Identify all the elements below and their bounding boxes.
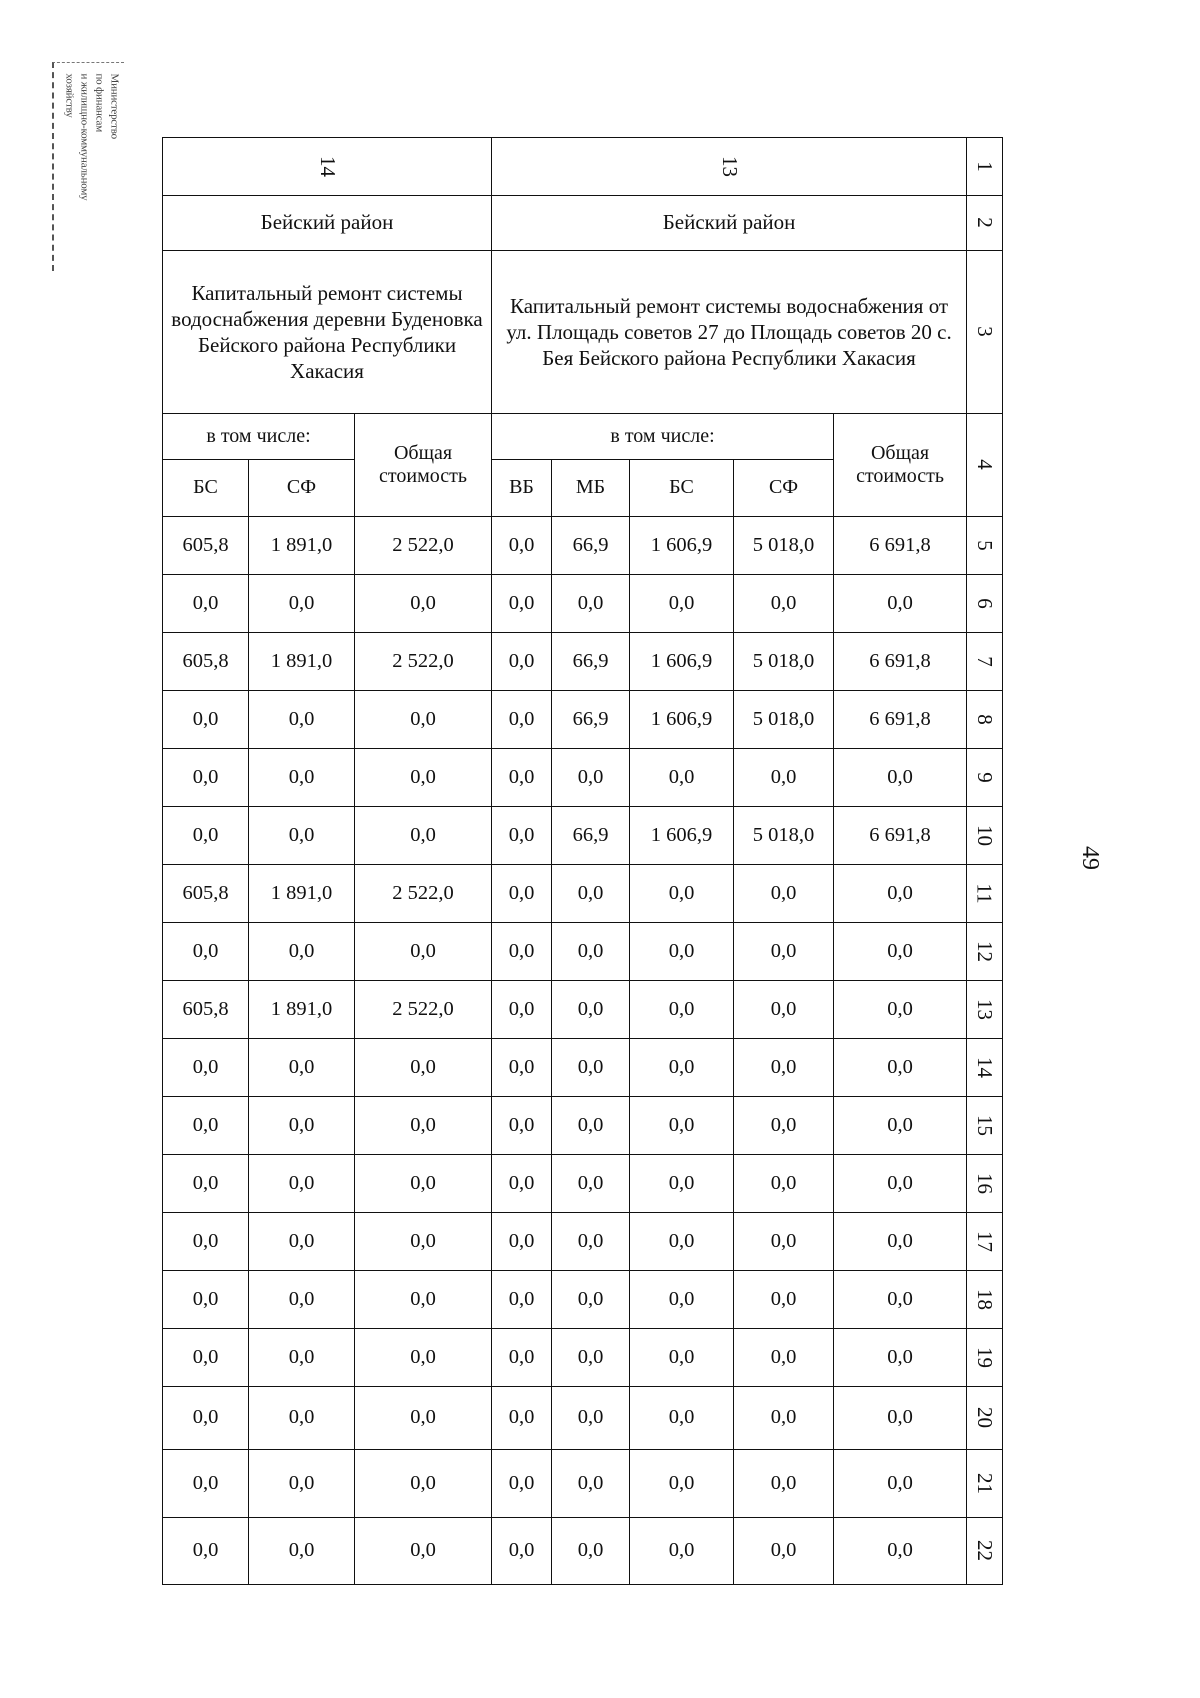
value-cell: 6 691,8 <box>834 690 967 748</box>
object-number: 14 <box>315 156 340 177</box>
value-cell: 605,8 <box>163 980 249 1038</box>
table-row <box>163 1096 1003 1154</box>
description-cell: Капитальный ремонт системы водоснабжения деревни Буденовка Бейского района Республики Хакасия <box>163 250 492 413</box>
index-cell <box>967 1038 1003 1096</box>
value-cell: 0,0 <box>163 1328 249 1386</box>
page-number: 49 <box>1077 846 1103 870</box>
value-cell: 0,0 <box>734 574 834 632</box>
value-cell: 66,9 <box>552 690 630 748</box>
index-number: 1 <box>973 161 998 172</box>
value-cell: 0,0 <box>355 922 492 980</box>
table-row <box>163 1449 1003 1517</box>
value-cell: 0,0 <box>552 1270 630 1328</box>
value-cell: 0,0 <box>630 1328 734 1386</box>
table-row <box>163 806 1003 864</box>
value-cell: 0,0 <box>163 1154 249 1212</box>
value-cell: 0,0 <box>163 806 249 864</box>
value-cell: 0,0 <box>734 1154 834 1212</box>
value-cell: 0,0 <box>355 1270 492 1328</box>
value-cell: 5 018,0 <box>734 806 834 864</box>
value-cell: 0,0 <box>630 574 734 632</box>
district-cell: Бейский район <box>163 196 492 251</box>
index-number: 19 <box>973 1346 998 1368</box>
header-row-district <box>163 196 1003 251</box>
index-cell <box>967 690 1003 748</box>
header-row-description <box>163 250 1003 413</box>
subcolumn-header: СФ <box>249 459 355 516</box>
value-cell: 0,0 <box>355 1328 492 1386</box>
value-cell: 0,0 <box>355 806 492 864</box>
value-cell: 0,0 <box>355 1154 492 1212</box>
value-cell: 0,0 <box>492 980 552 1038</box>
in-that-number-cell: в том числе: <box>492 413 834 459</box>
object-number-cell <box>492 138 967 196</box>
value-cell: 6 691,8 <box>834 516 967 574</box>
value-cell: 0,0 <box>734 922 834 980</box>
value-cell: 0,0 <box>834 748 967 806</box>
value-cell: 0,0 <box>734 980 834 1038</box>
value-cell: 5 018,0 <box>734 516 834 574</box>
value-cell: 605,8 <box>163 864 249 922</box>
index-number: 5 <box>973 539 998 551</box>
value-cell: 0,0 <box>355 748 492 806</box>
value-cell: 0,0 <box>163 1449 249 1517</box>
index-number: 7 <box>973 655 998 667</box>
value-cell: 0,0 <box>630 922 734 980</box>
table-row <box>163 1517 1003 1584</box>
index-number: 14 <box>973 1056 998 1078</box>
value-cell: 0,0 <box>492 1096 552 1154</box>
value-cell: 0,0 <box>249 922 355 980</box>
value-cell: 0,0 <box>163 1096 249 1154</box>
value-cell: 0,0 <box>834 1386 967 1449</box>
value-cell: 0,0 <box>249 1038 355 1096</box>
value-cell: 66,9 <box>552 632 630 690</box>
value-cell: 1 891,0 <box>249 864 355 922</box>
value-cell: 0,0 <box>492 1517 552 1584</box>
value-cell: 0,0 <box>249 1212 355 1270</box>
value-cell: 0,0 <box>249 690 355 748</box>
value-cell: 66,9 <box>552 806 630 864</box>
index-number: 16 <box>973 1172 998 1194</box>
subcolumn-header: МБ <box>552 459 630 516</box>
budget-table <box>162 137 1003 1585</box>
object-number: 13 <box>717 156 742 177</box>
value-cell: 2 522,0 <box>355 864 492 922</box>
value-cell: 0,0 <box>492 516 552 574</box>
value-cell: 0,0 <box>355 1386 492 1449</box>
index-number: 10 <box>973 824 998 846</box>
index-number: 9 <box>973 771 998 783</box>
value-cell: 0,0 <box>834 574 967 632</box>
value-cell: 0,0 <box>355 1038 492 1096</box>
index-number: 20 <box>973 1407 998 1429</box>
value-cell: 0,0 <box>355 1096 492 1154</box>
value-cell: 0,0 <box>163 1038 249 1096</box>
index-number: 18 <box>973 1288 998 1310</box>
table-row <box>163 748 1003 806</box>
index-number: 22 <box>973 1540 998 1562</box>
index-number: 4 <box>973 459 998 470</box>
index-number: 6 <box>973 597 998 609</box>
value-cell: 0,0 <box>734 864 834 922</box>
table-row <box>163 922 1003 980</box>
value-cell: 0,0 <box>630 1154 734 1212</box>
index-cell <box>967 574 1003 632</box>
value-cell: 0,0 <box>492 922 552 980</box>
value-cell: 0,0 <box>249 574 355 632</box>
value-cell: 0,0 <box>492 690 552 748</box>
table-row <box>163 632 1003 690</box>
subcolumn-header: БС <box>163 459 249 516</box>
stamp-line: и жилищно-коммунальному <box>78 73 91 201</box>
table-row <box>163 1212 1003 1270</box>
stamp-line: по финансам <box>93 73 106 132</box>
value-cell: 0,0 <box>834 1270 967 1328</box>
value-cell: 6 691,8 <box>834 632 967 690</box>
value-cell: 605,8 <box>163 516 249 574</box>
value-cell: 0,0 <box>552 1328 630 1386</box>
value-cell: 0,0 <box>163 574 249 632</box>
in-that-number-cell: в том числе: <box>163 413 355 459</box>
value-cell: 0,0 <box>163 1386 249 1449</box>
value-cell: 0,0 <box>249 1328 355 1386</box>
subcolumn-header: ВБ <box>492 459 552 516</box>
value-cell: 0,0 <box>552 922 630 980</box>
subcolumn-header: БС <box>630 459 734 516</box>
value-cell: 0,0 <box>734 1038 834 1096</box>
index-cell <box>967 1517 1003 1584</box>
total-label-cell: Общая стоимость <box>355 413 492 516</box>
value-cell: 0,0 <box>834 1038 967 1096</box>
index-cell <box>967 1154 1003 1212</box>
value-cell: 0,0 <box>834 864 967 922</box>
value-cell: 0,0 <box>163 1212 249 1270</box>
index-cell <box>967 806 1003 864</box>
value-cell: 0,0 <box>834 980 967 1038</box>
index-number: 11 <box>973 882 998 904</box>
subcolumn-header: СФ <box>734 459 834 516</box>
index-cell <box>967 1328 1003 1386</box>
value-cell: 0,0 <box>734 1328 834 1386</box>
value-cell: 0,0 <box>552 1517 630 1584</box>
value-cell: 0,0 <box>630 748 734 806</box>
value-cell: 0,0 <box>492 1212 552 1270</box>
value-cell: 0,0 <box>552 748 630 806</box>
value-cell: 0,0 <box>492 806 552 864</box>
header-row-numbers <box>163 138 1003 196</box>
value-cell: 1 606,9 <box>630 516 734 574</box>
value-cell: 6 691,8 <box>834 806 967 864</box>
header-row-subgroup <box>163 413 1003 459</box>
value-cell: 1 606,9 <box>630 690 734 748</box>
index-cell <box>967 413 1003 516</box>
index-cell <box>967 1270 1003 1328</box>
index-number: 3 <box>973 326 998 338</box>
value-cell: 66,9 <box>552 516 630 574</box>
description-cell: Капитальный ремонт системы водоснабжения от ул. Площадь советов 27 до Площадь советов 20 с. Бея Бейского района Республики Хакасия <box>492 250 967 413</box>
index-cell <box>967 196 1003 251</box>
value-cell: 0,0 <box>834 1449 967 1517</box>
value-cell: 0,0 <box>492 1328 552 1386</box>
value-cell: 0,0 <box>163 748 249 806</box>
value-cell: 0,0 <box>163 1270 249 1328</box>
value-cell: 0,0 <box>552 1212 630 1270</box>
value-cell: 0,0 <box>492 864 552 922</box>
index-cell <box>967 516 1003 574</box>
value-cell: 0,0 <box>734 1449 834 1517</box>
value-cell: 0,0 <box>249 1517 355 1584</box>
value-cell: 0,0 <box>552 1449 630 1517</box>
value-cell: 0,0 <box>492 1449 552 1517</box>
value-cell: 2 522,0 <box>355 632 492 690</box>
value-cell: 2 522,0 <box>355 980 492 1038</box>
value-cell: 0,0 <box>355 1449 492 1517</box>
index-cell <box>967 1096 1003 1154</box>
table-row <box>163 1386 1003 1449</box>
value-cell: 0,0 <box>734 1517 834 1584</box>
index-number: 13 <box>973 998 998 1020</box>
index-cell <box>967 138 1003 196</box>
value-cell: 1 891,0 <box>249 632 355 690</box>
value-cell: 0,0 <box>355 690 492 748</box>
table-row <box>163 1038 1003 1096</box>
value-cell: 0,0 <box>163 1517 249 1584</box>
value-cell: 0,0 <box>163 690 249 748</box>
value-cell: 0,0 <box>734 1096 834 1154</box>
value-cell: 0,0 <box>492 748 552 806</box>
value-cell: 0,0 <box>249 1154 355 1212</box>
index-cell <box>967 748 1003 806</box>
value-cell: 0,0 <box>552 864 630 922</box>
index-number: 17 <box>973 1230 998 1252</box>
table-row <box>163 980 1003 1038</box>
object-number-cell <box>163 138 492 196</box>
index-cell <box>967 1449 1003 1517</box>
value-cell: 0,0 <box>492 1386 552 1449</box>
value-cell: 0,0 <box>492 1270 552 1328</box>
table-row <box>163 1328 1003 1386</box>
value-cell: 0,0 <box>630 1270 734 1328</box>
table-row <box>163 1270 1003 1328</box>
index-number: 12 <box>973 940 998 962</box>
value-cell: 2 522,0 <box>355 516 492 574</box>
value-cell: 0,0 <box>630 864 734 922</box>
index-number: 21 <box>973 1472 998 1494</box>
value-cell: 0,0 <box>834 1328 967 1386</box>
stamp-line: хозяйству <box>63 73 76 118</box>
value-cell: 0,0 <box>552 1154 630 1212</box>
approval-stamp <box>52 62 124 271</box>
value-cell: 605,8 <box>163 632 249 690</box>
index-cell <box>967 864 1003 922</box>
value-cell: 1 606,9 <box>630 806 734 864</box>
value-cell: 1 606,9 <box>630 632 734 690</box>
index-cell <box>967 922 1003 980</box>
value-cell: 0,0 <box>834 1096 967 1154</box>
value-cell: 0,0 <box>834 1154 967 1212</box>
value-cell: 0,0 <box>734 1270 834 1328</box>
stamp-text <box>62 74 122 269</box>
value-cell: 0,0 <box>552 1096 630 1154</box>
value-cell: 1 891,0 <box>249 516 355 574</box>
value-cell: 0,0 <box>630 1096 734 1154</box>
index-cell <box>967 250 1003 413</box>
index-number: 15 <box>973 1114 998 1136</box>
stamp-line: Министерство <box>108 73 121 139</box>
value-cell: 0,0 <box>492 632 552 690</box>
value-cell: 0,0 <box>630 1449 734 1517</box>
value-cell: 0,0 <box>249 806 355 864</box>
district-cell: Бейский район <box>492 196 967 251</box>
value-cell: 0,0 <box>355 1212 492 1270</box>
value-cell: 5 018,0 <box>734 690 834 748</box>
value-cell: 0,0 <box>834 1517 967 1584</box>
value-cell: 0,0 <box>249 1449 355 1517</box>
total-label-cell: Общая стоимость <box>834 413 967 516</box>
value-cell: 0,0 <box>249 748 355 806</box>
index-number: 2 <box>973 217 998 229</box>
table-row <box>163 1154 1003 1212</box>
value-cell: 0,0 <box>734 1212 834 1270</box>
value-cell: 0,0 <box>630 1517 734 1584</box>
value-cell: 0,0 <box>630 1212 734 1270</box>
value-cell: 5 018,0 <box>734 632 834 690</box>
value-cell: 0,0 <box>355 574 492 632</box>
table-row <box>163 574 1003 632</box>
value-cell: 0,0 <box>552 980 630 1038</box>
value-cell: 0,0 <box>552 574 630 632</box>
value-cell: 0,0 <box>552 1386 630 1449</box>
value-cell: 0,0 <box>552 1038 630 1096</box>
index-cell <box>967 1212 1003 1270</box>
table-row <box>163 690 1003 748</box>
index-cell <box>967 632 1003 690</box>
value-cell: 0,0 <box>355 1517 492 1584</box>
value-cell: 0,0 <box>630 980 734 1038</box>
index-number: 8 <box>973 713 998 725</box>
value-cell: 0,0 <box>834 922 967 980</box>
value-cell: 1 891,0 <box>249 980 355 1038</box>
value-cell: 0,0 <box>249 1096 355 1154</box>
value-cell: 0,0 <box>734 1386 834 1449</box>
value-cell: 0,0 <box>630 1038 734 1096</box>
table-row <box>163 516 1003 574</box>
value-cell: 0,0 <box>249 1386 355 1449</box>
value-cell: 0,0 <box>834 1212 967 1270</box>
value-cell: 0,0 <box>492 1154 552 1212</box>
value-cell: 0,0 <box>492 574 552 632</box>
index-cell <box>967 1386 1003 1449</box>
table-row <box>163 864 1003 922</box>
value-cell: 0,0 <box>163 922 249 980</box>
value-cell: 0,0 <box>249 1270 355 1328</box>
value-cell: 0,0 <box>492 1038 552 1096</box>
value-cell: 0,0 <box>630 1386 734 1449</box>
index-cell <box>967 980 1003 1038</box>
value-cell: 0,0 <box>734 748 834 806</box>
